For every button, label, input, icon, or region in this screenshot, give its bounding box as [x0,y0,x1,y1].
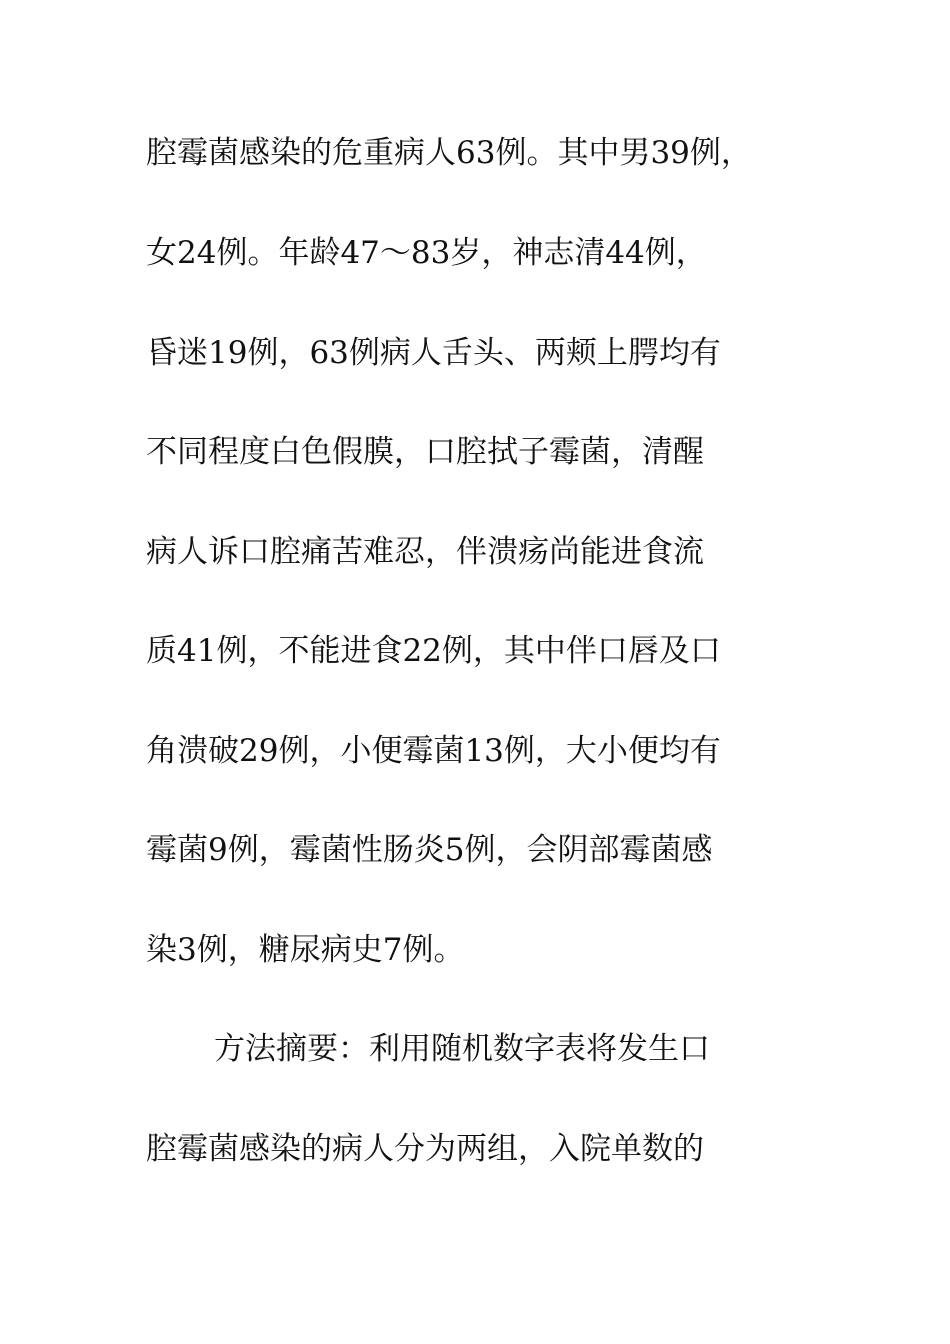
text-line: 染3例，糖尿病史7例。 [146,932,465,968]
text-line: 昏迷19例，63例病人舌头、两颊上腭均有 [146,335,721,371]
text-line: 霉菌9例，霉菌性肠炎5例，会阴部霉菌感 [146,832,713,868]
text-line: 角溃破29例，小便霉菌13例，大小便均有 [146,733,721,769]
text-line: 腔霉菌感染的危重病人63例。其中男39例， [146,135,752,171]
text-line: 病人诉口腔痛苦难忍，伴溃疡尚能进食流 [146,534,704,570]
text-line: 质41例，不能进食22例，其中伴口唇及口 [146,633,721,669]
text-line: 女24例。年龄47～83岁，神志清44例， [146,235,707,271]
text-line: 腔霉菌感染的病人分为两组，入院单数的 [146,1131,704,1167]
text-line: 不同程度白色假膜，口腔拭子霉菌，清醒 [146,434,704,470]
paragraph-first-line: 方法摘要：利用随机数字表将发生口 [214,1031,710,1067]
